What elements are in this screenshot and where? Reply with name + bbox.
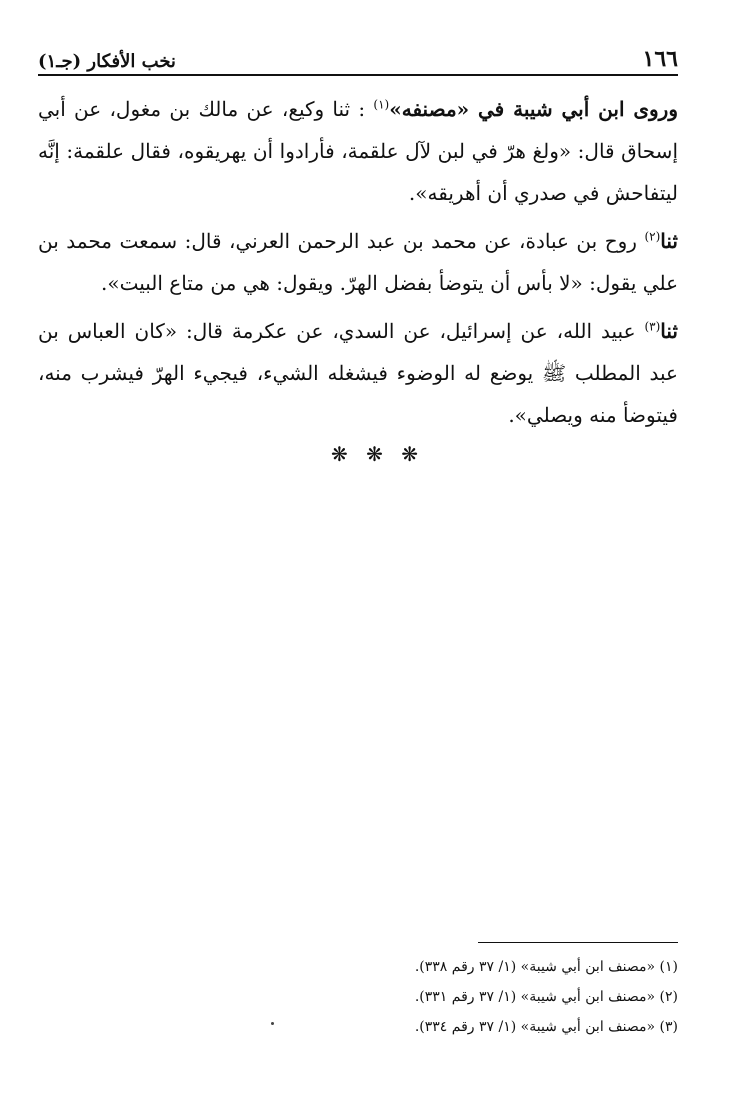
footnote-ref-3: (٣) xyxy=(644,319,661,334)
footnote-rule xyxy=(478,942,678,943)
paragraph-lead: ثنا xyxy=(660,319,678,343)
footnote-ref-1: (١) xyxy=(373,97,390,112)
paragraph-2 xyxy=(38,220,678,304)
footnote-1: (١) «مصنف ابن أبي شيبة» (١/ ٣٧ رقم ٣٣٨). xyxy=(414,959,678,975)
scan-speck xyxy=(271,1022,274,1025)
paragraph-1 xyxy=(38,88,678,214)
page-number: ١٦٦ xyxy=(642,46,678,72)
main-text xyxy=(38,88,678,442)
page-header xyxy=(38,38,678,76)
paragraph-text: روح بن عبادة، عن محمد بن عبد الرحمن العرني، قال: سمعت محمد بن علي يقول: «لا بأس أن يتوضأ بفضل الهرّ. ويقول: هي من متاع البيت». xyxy=(38,229,678,295)
paragraph-lead: ثنا xyxy=(660,229,678,253)
section-separator: ❋ ❋ ❋ xyxy=(331,442,424,466)
paragraph-lead: وروى ابن أبي شيبة في «مصنفه» xyxy=(389,97,679,121)
paragraph-text: : ثنا وكيع، عن مالك بن مغول، عن أبي إسحاق قال: «ولغ هرّ في لبن لآل علقمة، فأرادوا أن يهريقوه، فقال علقمة: إنَّه ليتفاحش في صدري أن أهريقه». xyxy=(38,97,678,205)
paragraph-text: عبيد الله، عن إسرائيل، عن السدي، عن عكرمة قال: «كان العباس بن عبد المطلب ﷺ يوضع له الوضوء فيشغله الشيء، فيجيء الهرّ فيشرب منه، فيتوضأ منه ويصلي». xyxy=(38,319,678,427)
paragraph-3 xyxy=(38,310,678,436)
footnote-ref-2: (٢) xyxy=(644,229,661,244)
footnotes xyxy=(38,952,678,1042)
footnote-3: (٣) «مصنف ابن أبي شيبة» (١/ ٣٧ رقم ٣٣٤). xyxy=(414,1019,678,1035)
footnote-2: (٢) «مصنف ابن أبي شيبة» (١/ ٣٧ رقم ٣٣١). xyxy=(414,989,678,1005)
running-title: نخب الأفكار (جـ١) xyxy=(38,51,176,72)
